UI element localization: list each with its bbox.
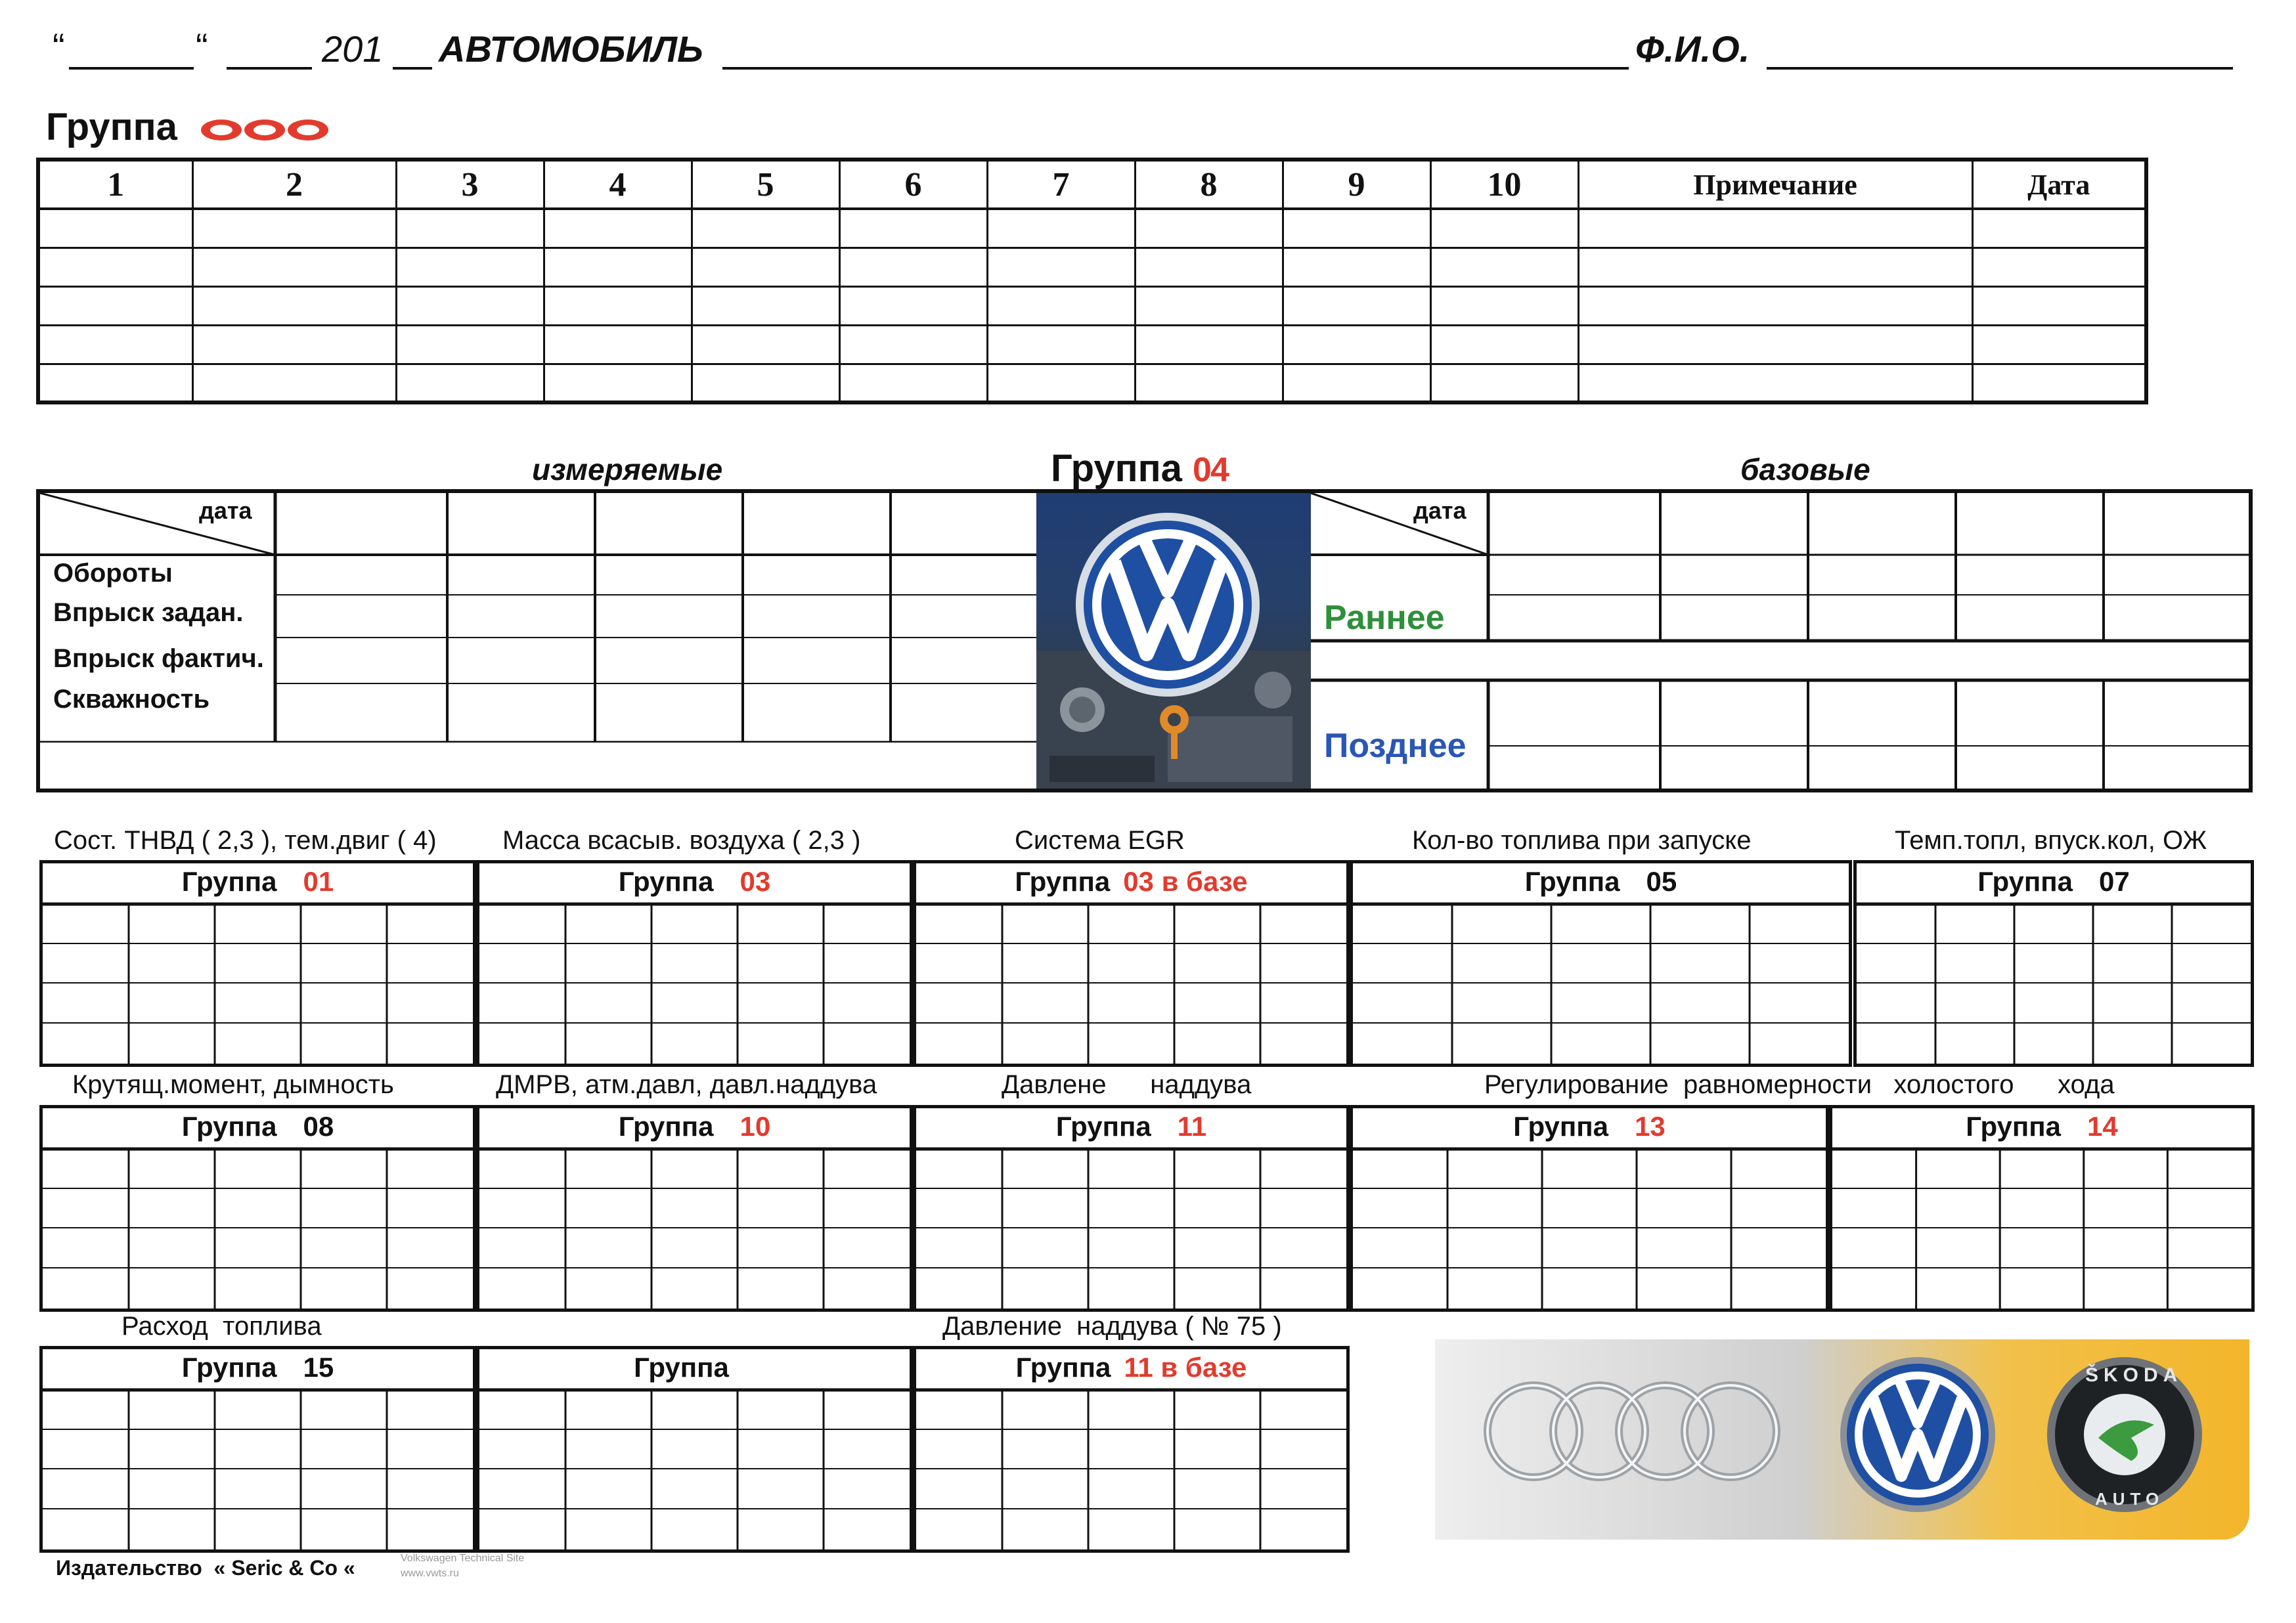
group000-cell[interactable]	[987, 325, 1135, 364]
group-label: Группа	[181, 866, 277, 897]
group-header	[1857, 866, 2251, 898]
group-table-row3-2	[913, 1346, 1350, 1553]
group000-cell[interactable]	[192, 248, 396, 286]
auto-label: АВТОМОБИЛЬ	[439, 28, 703, 70]
group000-cell[interactable]	[1430, 248, 1578, 286]
base-grid	[1311, 493, 2249, 789]
group000-cell[interactable]	[1283, 325, 1430, 364]
group000-col-header: 7	[987, 160, 1135, 209]
group-number: 13	[1635, 1111, 1666, 1142]
group000-cell[interactable]	[1135, 248, 1283, 286]
group000-cell[interactable]	[396, 248, 544, 286]
group-number: 05	[1646, 866, 1677, 897]
group000-cell[interactable]	[1430, 286, 1578, 325]
row-label-injection-actual: Впрыск фактич.	[53, 644, 264, 673]
caption-group07: Темп.топл, впуск.кол, ОЖ	[1895, 826, 2207, 855]
group000-cell[interactable]	[1135, 364, 1283, 402]
group000-cell[interactable]	[544, 325, 692, 364]
group000-cell[interactable]	[839, 286, 987, 325]
group-label: Группа	[1015, 866, 1111, 897]
group000-cell[interactable]	[396, 286, 544, 325]
measured-title: измеряемые	[532, 452, 723, 487]
group000-col-header: 4	[544, 160, 692, 209]
group000-cell[interactable]	[1283, 209, 1430, 248]
group-number: 08	[303, 1111, 334, 1142]
group-table-row3-1	[476, 1346, 913, 1553]
caption-group15: Расход топлива	[121, 1312, 322, 1341]
group000-cell[interactable]	[38, 209, 192, 248]
group-header	[43, 1111, 473, 1142]
group000-cell[interactable]	[544, 286, 692, 325]
caption-group11: Давлене наддува	[1002, 1070, 1252, 1099]
group-label: Группа	[181, 1352, 277, 1383]
group000-cell[interactable]	[38, 248, 192, 286]
year-prefix: 201	[322, 28, 384, 70]
group000-title	[46, 105, 331, 149]
group-header	[916, 1352, 1346, 1383]
caption-group05: Кол-во топлива при запуске	[1412, 826, 1752, 855]
group000-cell[interactable]	[1430, 325, 1578, 364]
group000-col-header: 1	[38, 160, 192, 209]
group000-cell[interactable]	[1972, 248, 2146, 286]
group000-cell[interactable]	[692, 286, 839, 325]
group000-cell[interactable]	[1578, 325, 1972, 364]
group000-col-header: Дата	[1972, 160, 2146, 209]
base-title: базовые	[1740, 452, 1870, 487]
group-header	[479, 1352, 910, 1383]
row-label-rpm: Обороты	[53, 559, 173, 588]
group04-code: 04	[1193, 451, 1228, 489]
group000-cell[interactable]	[1135, 286, 1283, 325]
early-label: Раннее	[1324, 599, 1445, 637]
group-header	[1832, 1111, 2251, 1142]
group-header	[479, 1111, 910, 1142]
publisher-text: Издательство « Seric & Co «	[56, 1556, 355, 1580]
group-number: 15	[303, 1352, 334, 1383]
group-number: 01	[303, 866, 334, 897]
caption-group11-base: Давление наддува ( № 75 )	[942, 1312, 1282, 1341]
group000-cell[interactable]	[987, 364, 1135, 402]
group-header	[43, 1352, 473, 1383]
caption-group01: Сост. ТНВД ( 2,3 ), тем.двиг ( 4)	[54, 826, 437, 855]
group000-cell[interactable]	[692, 248, 839, 286]
group000-cell[interactable]	[396, 364, 544, 402]
year-field[interactable]	[393, 39, 432, 70]
group000-cell[interactable]	[1430, 209, 1578, 248]
group000-cell[interactable]	[1972, 364, 2146, 402]
group000-cell[interactable]	[839, 325, 987, 364]
group-table-row1-4	[1853, 860, 2254, 1067]
group-table-row1-3	[1350, 860, 1852, 1067]
fio-label: Ф.И.О.	[1635, 28, 1750, 70]
group000-cell[interactable]	[544, 248, 692, 286]
group-header	[479, 866, 910, 898]
group04-title	[1051, 446, 1228, 490]
brand-banner	[1435, 1339, 2249, 1540]
group000-cell[interactable]	[192, 325, 396, 364]
group-label: Группа	[1977, 866, 2073, 897]
group000-cell[interactable]	[544, 364, 692, 402]
group000-cell[interactable]	[1578, 248, 1972, 286]
group000-cell[interactable]	[987, 248, 1135, 286]
group-label: Группа	[1966, 1111, 2062, 1142]
group000-cell[interactable]	[544, 209, 692, 248]
caption-group08: Крутящ.момент, дымность	[72, 1070, 394, 1099]
watermark-url: www.vwts.ru	[401, 1568, 459, 1579]
group-label: Группа	[181, 1111, 277, 1142]
skoda-bottom-text: AUTO	[2095, 1489, 2165, 1509]
group000-cell[interactable]	[987, 286, 1135, 325]
group-table-row2-0	[39, 1105, 476, 1312]
caption-group10: ДМРВ, атм.давл, давл.наддува	[496, 1070, 877, 1099]
group000-col-header: 8	[1135, 160, 1283, 209]
group000-cell[interactable]	[1578, 364, 1972, 402]
group000-cell[interactable]	[192, 286, 396, 325]
group-label: Группа	[1524, 866, 1620, 897]
caption-group03-base: Система EGR	[1015, 826, 1185, 855]
group-header	[916, 1111, 1346, 1142]
group-label: Группа	[618, 866, 714, 897]
group-label: Группа	[1513, 1111, 1609, 1142]
group-table-row3-0	[39, 1346, 476, 1553]
group-label: Группа	[1015, 1352, 1111, 1383]
group000-col-header: 9	[1283, 160, 1430, 209]
group000-cell[interactable]	[987, 209, 1135, 248]
group000-cell[interactable]	[1972, 286, 2146, 325]
group000-cell[interactable]	[192, 364, 396, 402]
group000-cell[interactable]	[38, 364, 192, 402]
group000-cell[interactable]	[1283, 364, 1430, 402]
group000-cell[interactable]	[192, 209, 396, 248]
group-number: 14	[2087, 1111, 2118, 1142]
group000-cell[interactable]	[839, 364, 987, 402]
group-number: 10	[740, 1111, 771, 1142]
group000-cell[interactable]	[38, 325, 192, 364]
group-table-row2-1	[476, 1105, 913, 1312]
auto-field[interactable]	[722, 39, 1629, 70]
base-date-label: дата	[1413, 497, 1467, 524]
day-field[interactable]	[69, 39, 194, 70]
group000-col-header: 10	[1430, 160, 1578, 209]
measured-grid	[40, 493, 1036, 743]
group-header	[43, 866, 473, 898]
group-header	[1353, 1111, 1826, 1142]
measured-date-label: дата	[199, 497, 252, 524]
group000-cell[interactable]	[692, 364, 839, 402]
month-field[interactable]	[227, 39, 312, 70]
group-label: Группа	[618, 1111, 714, 1142]
group-table-row2-4	[1829, 1105, 2255, 1312]
group000-col-header: 5	[692, 160, 839, 209]
skoda-top-text: ŠKODA	[2085, 1364, 2183, 1386]
row-label-injection-set: Впрыск задан.	[53, 598, 244, 627]
group000-cell[interactable]	[692, 209, 839, 248]
group000-cell[interactable]	[1135, 209, 1283, 248]
group000-cell[interactable]	[396, 209, 544, 248]
group000-col-header: 2	[192, 160, 396, 209]
group-table-row1-1	[476, 860, 913, 1067]
group000-col-header: 6	[839, 160, 987, 209]
caption-group13-14: Регулирование равномерности холостого хода	[1484, 1070, 2115, 1099]
row-label-duty: Скважность	[53, 685, 210, 714]
group-number: 03	[740, 866, 771, 897]
quote-close: “	[196, 26, 208, 67]
group000-code-ovals	[201, 105, 331, 149]
group000-col-header: 3	[396, 160, 544, 209]
group000-cell[interactable]	[396, 325, 544, 364]
group000-cell[interactable]	[692, 325, 839, 364]
group-number: 11 в базе	[1124, 1352, 1247, 1383]
group-number: 11	[1177, 1111, 1207, 1142]
fio-field[interactable]	[1767, 39, 2233, 70]
group04-label: Группа	[1051, 447, 1182, 490]
group000-cell[interactable]	[1283, 248, 1430, 286]
group000-cell[interactable]	[839, 248, 987, 286]
group000-table	[36, 158, 2148, 404]
group000-cell[interactable]	[1135, 325, 1283, 364]
group000-cell[interactable]	[1578, 209, 1972, 248]
caption-group03: Масса всасыв. воздуха ( 2,3 )	[502, 826, 861, 855]
group000-cell[interactable]	[1972, 209, 2146, 248]
group-table-row1-2	[913, 860, 1350, 1067]
group000-cell[interactable]	[38, 286, 192, 325]
late-label: Позднее	[1324, 727, 1467, 765]
group000-cell[interactable]	[839, 209, 987, 248]
group-header	[916, 866, 1346, 898]
group-number: 03 в базе	[1123, 866, 1248, 897]
group000-cell[interactable]	[1578, 286, 1972, 325]
group000-cell[interactable]	[1972, 325, 2146, 364]
group000-cell[interactable]	[1430, 364, 1578, 402]
quote-open: “	[53, 26, 65, 67]
group-label: Группа	[634, 1352, 729, 1383]
group-label: Группа	[1055, 1111, 1151, 1142]
group000-label: Группа	[46, 106, 177, 148]
group-table-row2-2	[913, 1105, 1350, 1312]
group-header	[1353, 866, 1849, 898]
vw-engine-image	[1036, 493, 1311, 789]
group-table-row2-3	[1350, 1105, 1829, 1312]
group-table-row1-0	[39, 860, 476, 1067]
group000-cell[interactable]	[1283, 286, 1430, 325]
watermark-site: Volkswagen Technical Site	[401, 1553, 525, 1564]
group000-col-header: Примечание	[1578, 160, 1972, 209]
group-number: 07	[2099, 866, 2130, 897]
